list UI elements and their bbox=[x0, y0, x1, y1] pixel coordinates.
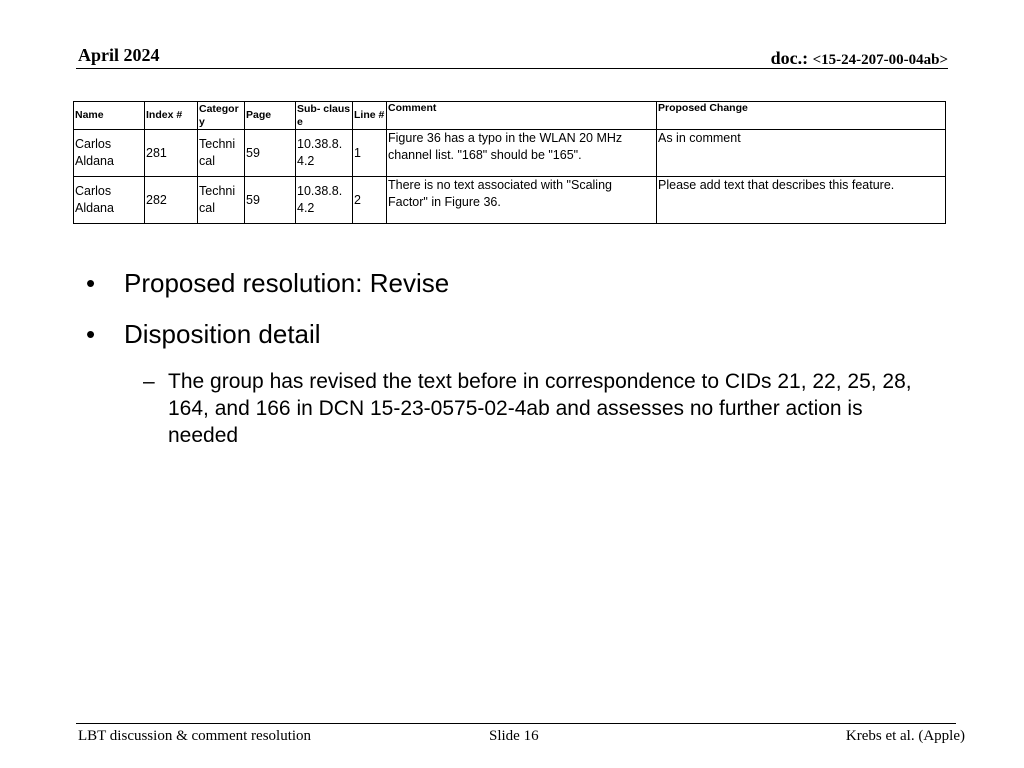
table-row bbox=[74, 177, 946, 224]
cell-subclause: 10.38.8. 4.2 bbox=[296, 177, 353, 224]
header-subclause: Sub- clause bbox=[296, 102, 353, 130]
comment-table bbox=[73, 101, 946, 224]
bullet-marker: • bbox=[86, 319, 96, 349]
header-name: Name bbox=[74, 102, 145, 130]
cell-proposed-change: Please add text that describes this feature. bbox=[657, 177, 946, 224]
table-header-row bbox=[74, 102, 946, 130]
cell-index: 281 bbox=[145, 130, 198, 177]
cell-proposed-change: As in comment bbox=[657, 130, 946, 177]
cell-comment: There is no text associated with "Scaling Factor" in Figure 36. bbox=[387, 177, 657, 224]
bullet-text: Disposition detail bbox=[124, 319, 321, 349]
footer-title: LBT discussion & comment resolution bbox=[78, 728, 312, 744]
cell-index: 282 bbox=[145, 177, 198, 224]
header-rule bbox=[76, 68, 948, 69]
cell-category: Techni cal bbox=[198, 130, 245, 177]
footer-slide-number: Slide 16 bbox=[489, 728, 539, 744]
footer-rule bbox=[76, 723, 956, 724]
cell-category: Techni cal bbox=[198, 177, 245, 224]
bullet-marker: • bbox=[86, 268, 96, 298]
header-proposed-change: Proposed Change bbox=[657, 102, 946, 130]
header-page: Page bbox=[245, 102, 296, 130]
header-doc-id bbox=[771, 48, 948, 69]
cell-comment: Figure 36 has a typo in the WLAN 20 MHz channel list. "168" should be "165". bbox=[387, 130, 657, 177]
header-line: Line # bbox=[353, 102, 387, 130]
cell-subclause: 10.38.8. 4.2 bbox=[296, 130, 353, 177]
doc-label: doc.: bbox=[770, 48, 813, 68]
cell-name: Carlos Aldana bbox=[74, 130, 145, 177]
header-date: April 2024 bbox=[78, 45, 160, 65]
cell-line: 1 bbox=[353, 130, 387, 177]
cell-page: 59 bbox=[245, 177, 296, 224]
cell-page: 59 bbox=[245, 130, 296, 177]
doc-number: <15-24-207-00-04ab> bbox=[812, 52, 948, 68]
header-index: Index # bbox=[145, 102, 198, 130]
header-category: Categor y bbox=[198, 102, 245, 130]
sub-bullet-marker: – bbox=[143, 370, 155, 393]
cell-name: Carlos Aldana bbox=[74, 177, 145, 224]
cell-line: 2 bbox=[353, 177, 387, 224]
sub-bullet-text: The group has revised the text before in correspondence to CIDs 21, 22, 25, 28, 164, and 166 in DCN 15-23-0575-02-4ab and assesses no further action is needed bbox=[168, 370, 912, 447]
bullet-text: Proposed resolution: Revise bbox=[124, 268, 450, 298]
header-comment: Comment bbox=[387, 102, 657, 130]
table-row bbox=[74, 130, 946, 177]
footer-author: Krebs et al. (Apple) bbox=[845, 728, 965, 744]
